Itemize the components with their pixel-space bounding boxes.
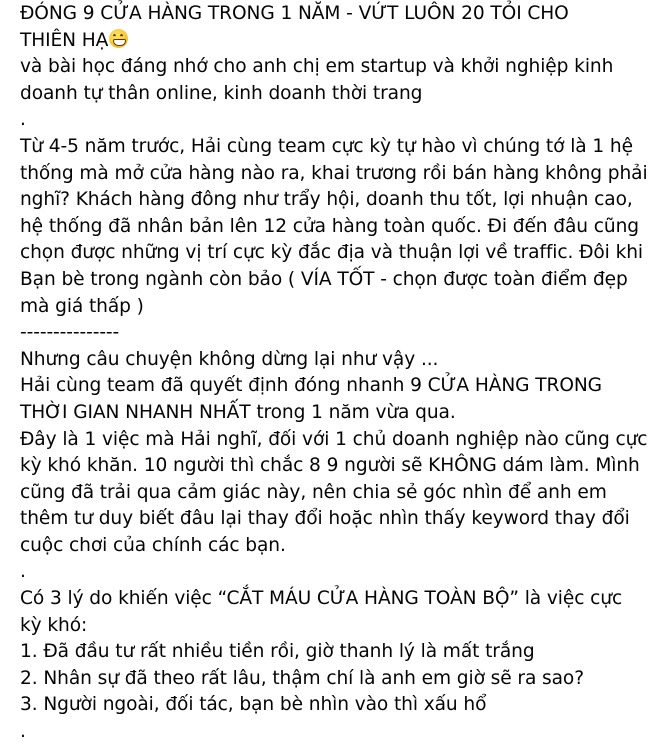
post-title-line-2 [20,28,650,55]
post-title-line-2-text: THIÊN HẠ [20,29,109,51]
post-line: và bài học đáng nhớ cho anh chị em startup và khởi nghiệp kinh [20,56,614,78]
post-text [20,0,650,746]
post-line: nghĩ? Khách hàng đông như trẩy hội, doanh thu tốt, lợi nhuận cao, [20,189,633,211]
post-line-dot: . [20,721,26,743]
post-line: THỜI GIAN NHANH NHẤT trong 1 năm vừa qua. [20,401,456,423]
post-line: mà giá thấp ) [20,295,144,317]
post-line: thêm tư duy biết đâu lại thay đổi hoặc nhìn thấy keyword thay đổi [20,508,630,530]
post-line: Đây là 1 việc mà Hải nghĩ, đối với 1 chủ doanh nghiệp nào cũng cực [20,428,648,450]
post-divider: --------------- [20,322,120,344]
list-item: 1. Đã đầu tư rất nhiều tiền rồi, giờ thanh lý là mất trắng [20,641,535,663]
post-line: thống mà mở cửa hàng nào ra, khai trương rồi bán hàng không phải [20,162,648,184]
post-line: cũng đã trải qua cảm giác này, nên chia sẻ góc nhìn để anh em [20,481,607,503]
list-item: 2. Nhân sự đã theo rất lâu, thậm chí là anh em giờ sẽ ra sao? [20,667,584,689]
post-line: doanh tự thân online, kinh doanh thời trang [20,82,423,104]
post-line-dot: . [20,561,26,583]
list-item: 3. Người ngoài, đối tác, bạn bè nhìn vào thì xấu hổ [20,694,487,716]
grinning-face-icon [109,29,128,48]
post-line: kỳ khó: [20,614,88,636]
post-title-line-1: ĐÓNG 9 CỬA HÀNG TRONG 1 NĂM - VỨT LUÔN 20 TỎI CHO [20,3,569,24]
post-line: Từ 4-5 năm trước, Hải cùng team cực kỳ tự hào vì chúng tớ là 1 hệ [20,135,633,157]
post-line: Hải cùng team đã quyết định đóng nhanh 9 CỬA HÀNG TRONG [20,375,602,397]
post-line: Có 3 lý do khiến việc “CẮT MÁU CỬA HÀNG TOÀN BỘ” là việc cực [20,588,623,610]
post-line: chọn được những vị trí cực kỳ đắc địa và thuận lợi về traffic. Đôi khi [20,242,643,264]
post-line: Bạn bè trong ngành còn bảo ( VÍA TỐT - chọn được toàn điểm đẹp [20,268,628,290]
post-line: hệ thống đã nhân bản lên 12 cửa hàng toàn quốc. Đi đến đâu cũng [20,215,639,237]
post-line-dot: . [20,109,26,131]
post-line: kỳ khó khăn. 10 người thì chắc 8 9 người sẽ KHÔNG dám làm. Mình [20,455,640,477]
post-line: Nhưng câu chuyện không dừng lại như vậy ... [20,348,439,370]
post-line: cuộc chơi của chính các bạn. [20,534,286,556]
